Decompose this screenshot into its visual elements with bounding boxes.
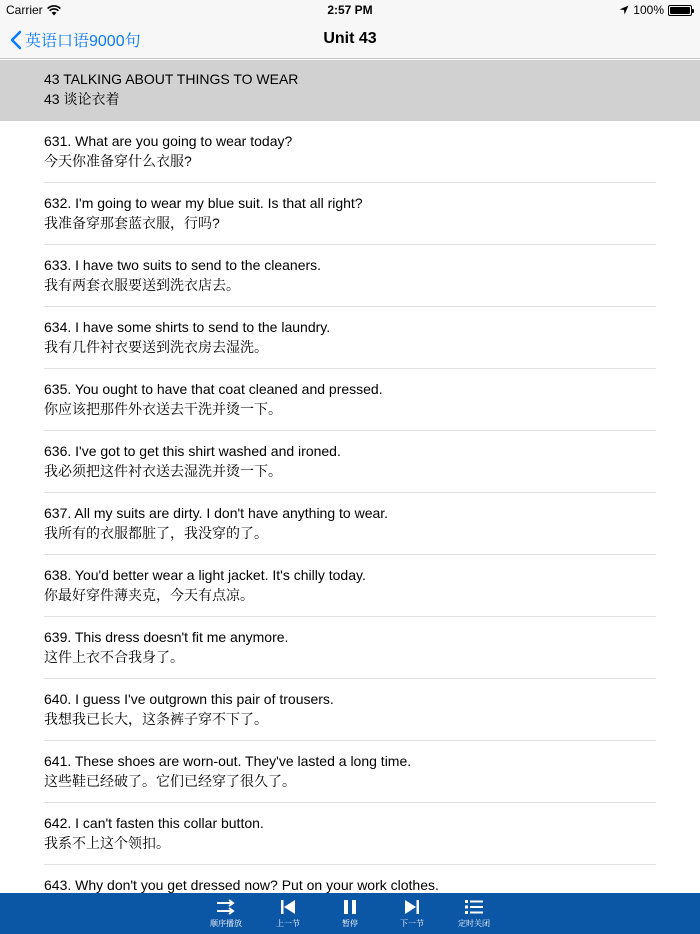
unit-title-english: 43 TALKING ABOUT THINGS TO WEAR xyxy=(44,71,299,87)
pause-icon xyxy=(342,899,358,915)
sentence-english: 638. You'd better wear a light jacket. It's chilly today. xyxy=(44,567,366,583)
sentence-row[interactable] xyxy=(44,493,656,555)
skip-forward-icon xyxy=(404,899,420,915)
sentence-chinese: 我准备穿那套蓝衣服，行吗? xyxy=(44,215,220,231)
sentence-english: 643. Why don't you get dressed now? Put on your work clothes. xyxy=(44,877,439,893)
sentence-english: 642. I can't fasten this collar button. xyxy=(44,815,264,831)
playback-toolbar xyxy=(0,893,700,934)
status-right xyxy=(619,3,692,17)
location-arrow-icon xyxy=(619,5,629,15)
sentence-english: 640. I guess I've outgrown this pair of trousers. xyxy=(44,691,334,707)
previous-section-label: 上一节 xyxy=(276,919,300,928)
navigation-bar xyxy=(0,20,700,59)
sentence-row[interactable] xyxy=(44,245,656,307)
sentence-row[interactable] xyxy=(44,617,656,679)
sentence-chinese: 我系不上这个领扣。 xyxy=(44,835,170,851)
next-section-label: 下一节 xyxy=(400,919,424,928)
battery-icon xyxy=(668,5,692,16)
sentence-chinese: 你应该把那件外衣送去干洗并烫一下。 xyxy=(44,401,282,417)
sentence-english: 639. This dress doesn't fit me anymore. xyxy=(44,629,289,645)
skip-back-icon xyxy=(280,899,296,915)
sentence-row[interactable] xyxy=(44,307,656,369)
unit-title-chinese: 43 谈论衣着 xyxy=(44,91,120,107)
sentence-row[interactable] xyxy=(44,803,656,865)
sentence-chinese: 你最好穿件薄夹克，今天有点凉。 xyxy=(44,587,254,603)
sentence-english: 641. These shoes are worn-out. They've lasted a long time. xyxy=(44,753,412,769)
sentence-row[interactable] xyxy=(44,555,656,617)
carrier-label: Carrier xyxy=(6,3,43,17)
list-icon xyxy=(465,899,483,915)
sentence-english: 635. You ought to have that coat cleaned and pressed. xyxy=(44,381,383,397)
status-bar xyxy=(0,0,700,20)
previous-section-button[interactable] xyxy=(259,893,317,934)
status-time: 2:57 PM xyxy=(327,3,373,17)
sleep-timer-button[interactable] xyxy=(445,893,503,934)
sleep-timer-label: 定时关闭 xyxy=(458,919,490,928)
sentence-row[interactable] xyxy=(44,679,656,741)
sentence-english: 632. I'm going to wear my blue suit. Is that all right? xyxy=(44,195,363,211)
shuffle-arrows-icon xyxy=(216,899,236,915)
sentence-row[interactable] xyxy=(44,369,656,431)
sentence-chinese: 今天你准备穿什么衣服? xyxy=(44,153,192,169)
sentence-row[interactable] xyxy=(44,183,656,245)
sequential-play-label: 顺序播放 xyxy=(210,919,242,928)
next-section-button[interactable] xyxy=(383,893,441,934)
sentence-english: 633. I have two suits to send to the cleaners. xyxy=(44,257,322,273)
sentence-row[interactable] xyxy=(44,121,656,183)
unit-header xyxy=(0,60,700,121)
sentence-row[interactable] xyxy=(44,741,656,803)
sentence-chinese: 我想我已长大，这条裤子穿不下了。 xyxy=(44,711,268,727)
sentence-chinese: 我有几件衬衣要送到洗衣房去湿洗。 xyxy=(44,339,268,355)
sentence-english: 634. I have some shirts to send to the laundry. xyxy=(44,319,331,335)
sentence-chinese: 这些鞋已经破了。它们已经穿了很久了。 xyxy=(44,773,296,789)
sentence-english: 637. All my suits are dirty. I don't have anything to wear. xyxy=(44,505,389,521)
battery-percent: 100% xyxy=(633,3,664,17)
sentence-row[interactable] xyxy=(44,431,656,493)
sentence-chinese: 这件上衣不合我身了。 xyxy=(44,649,184,665)
sentence-chinese: 我有两套衣服要送到洗衣店去。 xyxy=(44,277,240,293)
sentence-english: 636. I've got to get this shirt washed and ironed. xyxy=(44,443,341,459)
sentence-row[interactable] xyxy=(44,865,656,893)
sentence-chinese: 我必须把这件衬衣送去湿洗并烫一下。 xyxy=(44,463,282,479)
pause-label: 暂停 xyxy=(342,919,358,928)
sentence-english: 631. What are you going to wear today? xyxy=(44,133,293,149)
back-button-label: 英语口语9000句 xyxy=(25,33,141,50)
sequential-play-button[interactable] xyxy=(197,893,255,934)
sentence-list[interactable] xyxy=(0,121,700,893)
sentence-chinese: 我所有的衣服都脏了，我没穿的了。 xyxy=(44,525,268,541)
pause-button[interactable] xyxy=(321,893,379,934)
page-title: Unit 43 xyxy=(323,30,377,47)
